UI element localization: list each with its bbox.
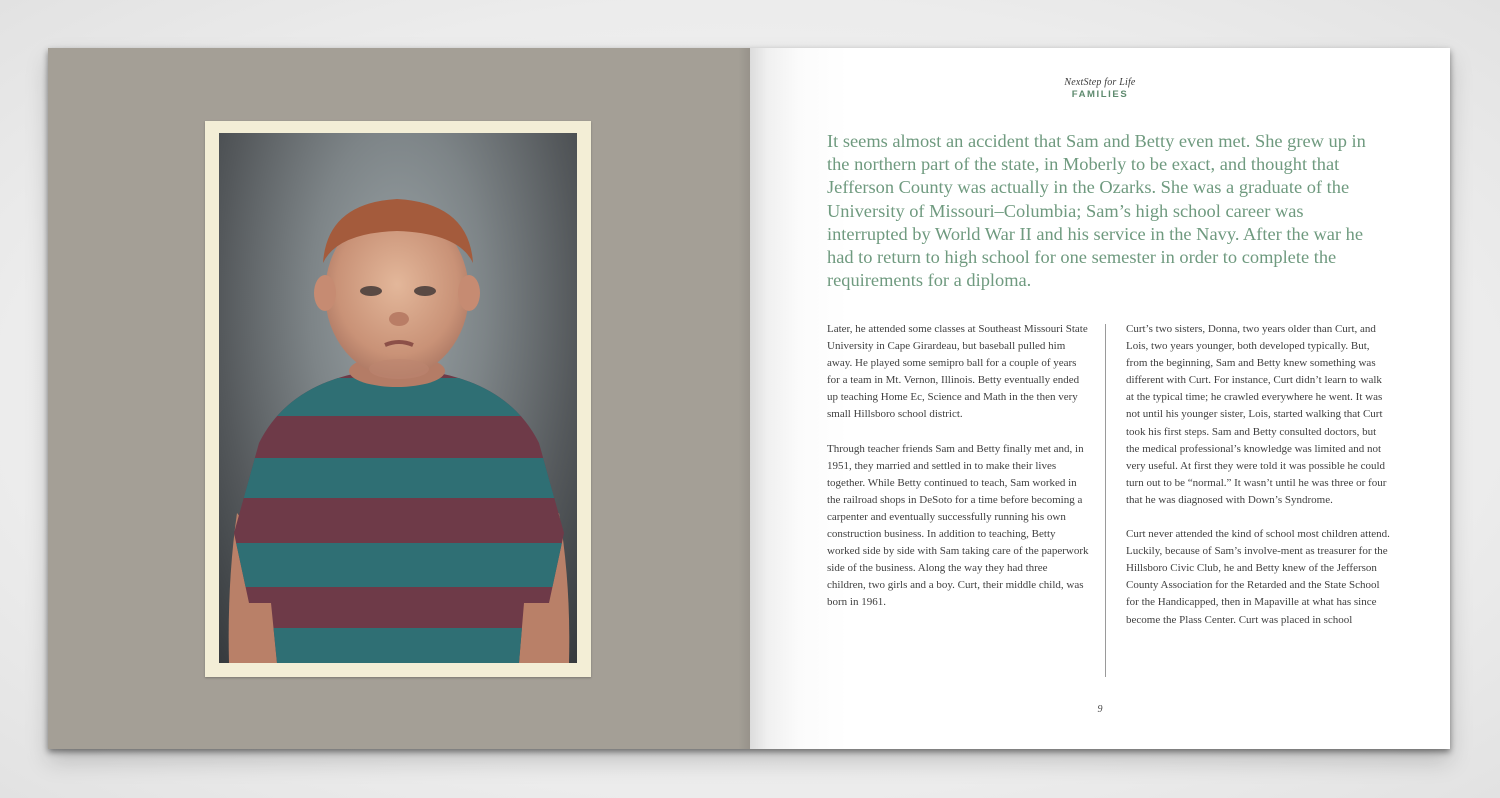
section-title: FAMILIES: [1071, 89, 1129, 100]
body-paragraph: Through teacher friends Sam and Betty finally met and, in 1951, they married and settled in to make their lives together. While Betty continued to teach, Sam worked in the railroad shops in DeSoto for a time before becoming a carpenter and eventually successfully running his own construction business. In addition to teaching, Betty worked side by side with Sam taking care of the paperwork side of the business. Along the way they had three children, two girls and a boy. Curt, their middle child, was born in 1961.: [827, 442, 1089, 609]
page-number: 9: [1097, 704, 1103, 715]
photo-print: [205, 121, 591, 677]
running-head: [750, 77, 1450, 101]
text-column-right: [1126, 321, 1390, 646]
series-title: NextStep for Life: [1064, 77, 1136, 88]
gutter-shadow: [738, 48, 750, 749]
column-divider: [1105, 324, 1106, 677]
portrait-photo: [219, 133, 577, 663]
portrait-illustration: [219, 133, 577, 663]
lead-paragraph: It seems almost an accident that Sam and Betty even met. She grew up in the northern part of the state, in Moberly to be exact, and thought that Jefferson County was actually in the Ozarks. She was a graduate of the University of Missouri–Columbia; Sam’s high school career was interrupted by World War II and his service in the Navy. After the war he had to return to high school for one semester in order to complete the requirements for a diploma.: [827, 131, 1366, 291]
body-paragraph: Later, he attended some classes at Southeast Missouri State University in Cape Girardeau, but baseball pulled him away. He played some semipro ball for a couple of years for a team in Mt. Vernon, Illinois. Betty eventually ended up teaching Home Ec, Science and Math in the then very small Hillsboro school district.: [827, 323, 1088, 421]
book-spread: [48, 48, 1450, 749]
body-paragraph: Curt’s two sisters, Donna, two years older than Curt, and Lois, two years younger, both developed typically. But, from the beginning, Sam and Betty knew something was different with Curt. For instance, Curt didn’t learn to walk at the typical time; he crawled everywhere he went. It was not until his younger sister, Lois, started walking that Curt took his first steps. Sam and Betty consulted doctors, but the medical professional’s knowledge was limited and not very useful. At first they were told it was possible he could turn out to be “normal.” It wasn’t until he was three or four that he was diagnosed with Down’s Syndrome.: [1126, 323, 1387, 506]
right-page: [750, 48, 1450, 749]
text-column-left: [827, 321, 1089, 629]
left-page: [48, 48, 750, 749]
body-paragraph: Curt never attended the kind of school most children attend. Luckily, because of Sam’s involve-ment as treasurer for the Hillsboro Civic Club, he and Betty knew of the Jefferson County Association for the Retarded and the State School for the Handicapped, then in Mapaville at what has since become the Plass Center. Curt was placed in school: [1126, 528, 1390, 626]
